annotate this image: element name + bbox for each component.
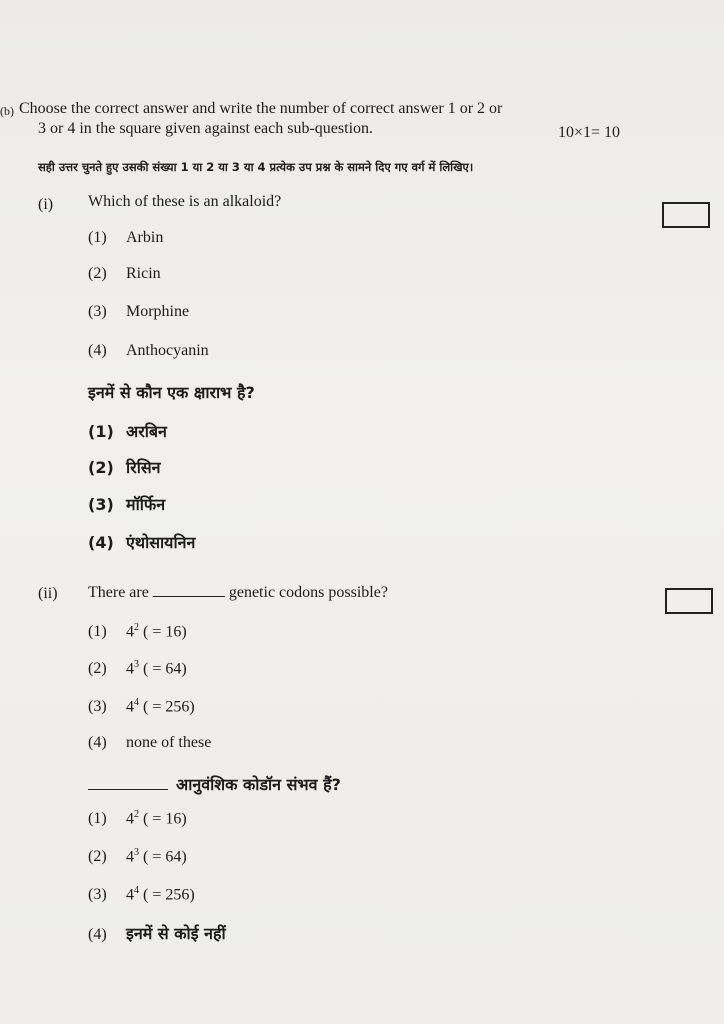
- option-exponent: 3: [134, 659, 139, 670]
- option-number: (2): [88, 458, 114, 477]
- option-number: (1): [88, 810, 107, 828]
- option-rest: ( = 256): [139, 698, 195, 716]
- q1-number: (i): [38, 196, 54, 213]
- option-number: (3): [88, 698, 107, 716]
- q2-text-hindi: आनुवंशिक कोडॉन संभव हैं?: [176, 775, 341, 794]
- option-text: none of these: [126, 734, 212, 751]
- option-text: Anthocyanin: [126, 342, 209, 359]
- option-number: (2): [88, 660, 107, 678]
- q2-text-before: There are: [88, 584, 149, 601]
- option-number: (3): [88, 886, 107, 904]
- q1-option-4: [88, 342, 209, 360]
- option-text: Morphine: [126, 303, 190, 320]
- option-text: अरबिन: [126, 422, 167, 441]
- option-text: एंथोसायनिन: [126, 533, 196, 552]
- option-number: (4): [88, 342, 107, 359]
- q1-text-hindi: इनमें से कौन एक क्षाराभ है?: [88, 383, 255, 402]
- option-number: (1): [88, 229, 107, 246]
- section-label: (b): [0, 104, 14, 118]
- q2-option-1: [88, 622, 187, 641]
- q2-text-after: genetic codons possible?: [228, 584, 388, 601]
- option-number: (4): [88, 926, 107, 943]
- q2-blank-hindi: [88, 789, 168, 790]
- option-exponent: 2: [134, 622, 139, 633]
- option-rest: ( = 64): [139, 660, 187, 678]
- option-number: (4): [88, 734, 107, 751]
- option-base: 4: [126, 698, 134, 716]
- option-rest: ( = 64): [139, 848, 187, 866]
- option-base: 4: [126, 886, 134, 904]
- q1-option-hindi-1: [88, 420, 167, 442]
- option-exponent: 4: [134, 697, 139, 708]
- q1-option-hindi-2: [88, 456, 161, 478]
- q2-blank: [153, 596, 225, 597]
- option-rest: ( = 256): [139, 886, 195, 904]
- option-base: 4: [126, 848, 134, 866]
- q2-option-hindi-1: [88, 809, 187, 828]
- option-base: 4: [126, 623, 134, 641]
- instruction-line-2: 3 or 4 in the square given against each sub-question.: [38, 120, 374, 137]
- option-number: (2): [88, 265, 107, 282]
- q1-option-hindi-3: [88, 493, 165, 515]
- option-text: रिसिन: [126, 458, 161, 477]
- q2-text-hindi-line: [88, 773, 341, 795]
- marks: 10×1= 10: [558, 124, 621, 141]
- q2-number: (ii): [38, 585, 58, 602]
- q2-option-hindi-4: [88, 922, 226, 944]
- q1-text: Which of these is an alkaloid?: [88, 193, 282, 210]
- option-number: (3): [88, 303, 107, 320]
- q2-answer-box[interactable]: [665, 588, 713, 614]
- q1-option-3: [88, 303, 189, 321]
- option-number: (1): [88, 422, 114, 441]
- q1-option-1: [88, 229, 163, 247]
- option-number: (4): [88, 533, 114, 552]
- option-text: Ricin: [126, 265, 161, 282]
- q2-option-hindi-2: [88, 847, 187, 866]
- option-exponent: 2: [134, 809, 139, 820]
- q1-answer-box[interactable]: [662, 202, 710, 228]
- instruction-hindi: सही उत्तर चुनते हुए उसकी संख्या 1 या 2 या 3 या 4 प्रत्येक उप प्रश्न के सामने दिए गए वर्ग में लिखिए।: [38, 160, 474, 174]
- option-exponent: 4: [134, 885, 139, 896]
- option-number: (1): [88, 623, 107, 641]
- option-base: 4: [126, 660, 134, 678]
- option-number: (2): [88, 848, 107, 866]
- option-text: मॉर्फिन: [126, 495, 166, 514]
- q1-option-2: [88, 265, 161, 283]
- option-rest: ( = 16): [139, 623, 187, 641]
- q2-option-2: [88, 659, 187, 678]
- option-text: Arbin: [126, 229, 164, 246]
- option-number: (3): [88, 495, 114, 514]
- option-base: 4: [126, 810, 134, 828]
- option-text: इनमें से कोई नहीं: [126, 924, 226, 943]
- instruction-line-1: Choose the correct answer and write the number of correct answer 1 or 2 or: [19, 100, 503, 117]
- option-rest: ( = 16): [139, 810, 187, 828]
- q2-option-3: [88, 697, 195, 716]
- option-exponent: 3: [134, 847, 139, 858]
- q1-option-hindi-4: [88, 531, 195, 553]
- q2-option-4: [88, 734, 211, 752]
- q2-text: [88, 584, 388, 602]
- q2-option-hindi-3: [88, 885, 195, 904]
